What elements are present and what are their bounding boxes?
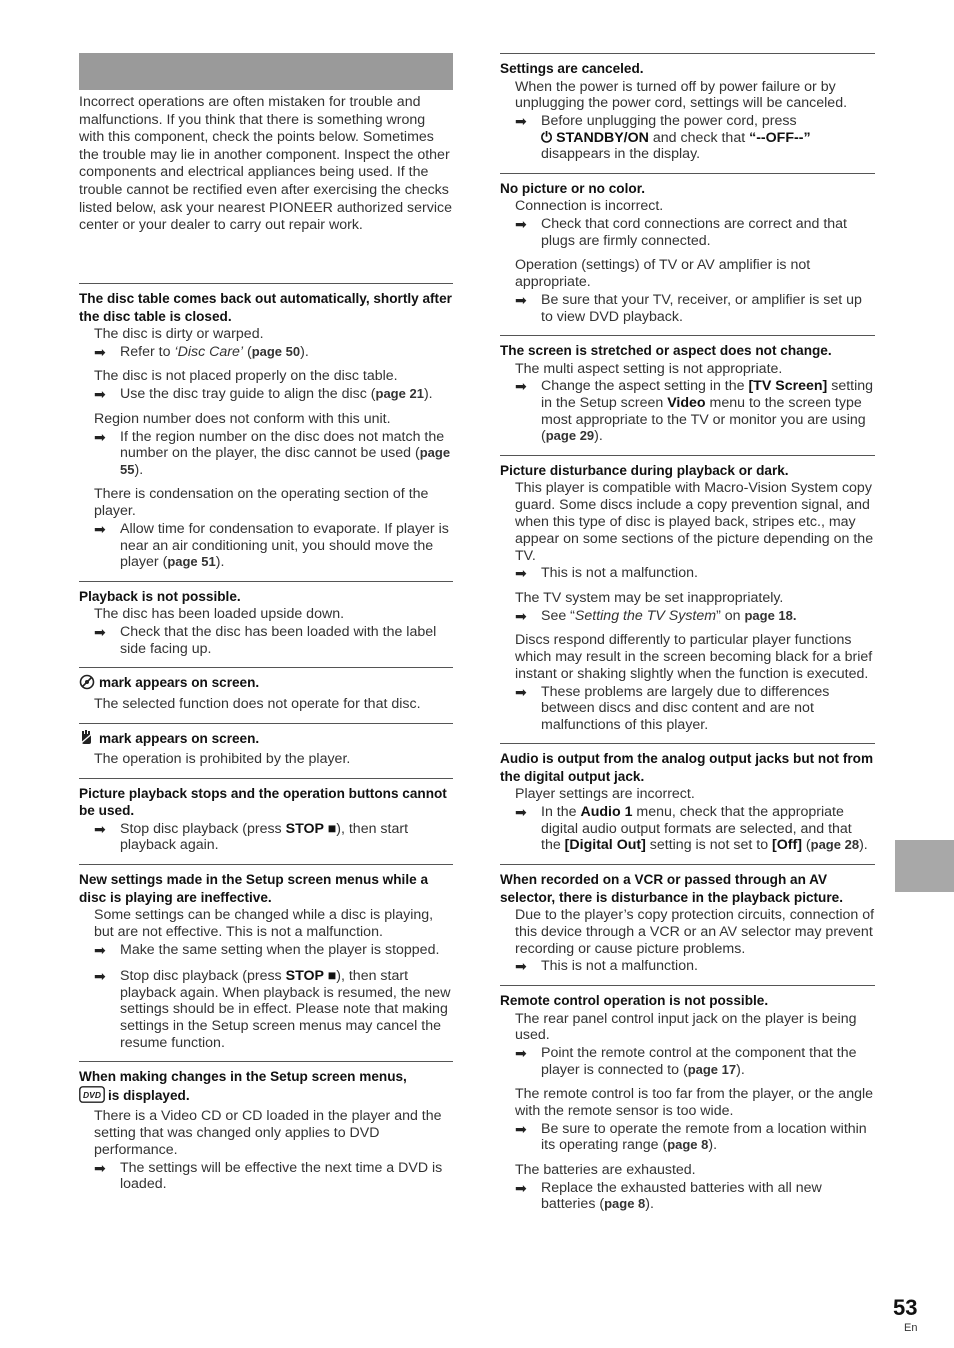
trouble-remote-control [500,985,875,1213]
arrow-icon: ➡ [515,1045,527,1062]
chapter-tab-marker [895,840,954,892]
cause-text: Discs respond differently to particular player functions which may result in the screen becoming black for a brief instant or shaking slightly when the function is executed. [515,632,873,682]
left-column [79,283,453,1203]
section-heading: New settings made in the Setup screen menus while a disc is playing are ineffective. [79,872,429,905]
cause-text: The disc has been loaded upside down. [94,606,345,623]
language-label: En [904,1322,918,1334]
trouble-playback [79,581,453,657]
section-heading: Playback is not possible. [79,588,241,604]
remedy-item: ➡ In the Audio 1 menu, check that the appropriate digital audio output formats are selected, and that the [Digital Out] setting is not set to [Off] (page 28). [515,804,868,854]
remedy-item: ➡ These problems are largely due to differences between discs and disc content and are not malfunctions of this player. [515,683,830,733]
arrow-icon: ➡ [94,1159,106,1176]
arrow-icon: ➡ [94,343,106,360]
trouble-vcr-disturbance [500,864,875,975]
arrow-icon: ➡ [515,607,527,624]
remedy-item: ➡ If the region number on the disc does not match the number on the player, the disc cannot be used (page 55). [94,428,451,478]
remedy-item: ➡ Check that cord connections are correct and that plugs are firmly connected. [515,216,847,249]
remedy-item: ➡ Be sure to operate the remote from a location within its operating range (page 8). [515,1120,867,1154]
trouble-new-settings [79,864,453,1051]
intro-text: Incorrect operations are often mistaken for trouble and malfunctions. If you think that there is something wrong with this component, check the points below. Sometimes the trouble may lie in another component. Inspect the other components and electrical appliances being used. If the trouble cannot be rectified even after exercising the checks listed below, ask your nearest PIONEER authorized service center or your dealer to carry out repair work. [79,94,452,234]
arrow-icon: ➡ [515,1120,527,1137]
arrow-icon: ➡ [94,520,106,537]
hand-prohibited-icon [79,730,96,751]
cause-text: Operation (settings) of TV or AV amplifier is not appropriate. [515,257,811,291]
trouble-disc-mark [79,667,453,712]
remedy-item: ➡ Allow time for condensation to evaporate. If player is near an air conditioning unit, you should move the player (page 51). [94,520,449,571]
cause-text: Due to the player’s copy protection circuits, connection of this device through a VCR or an AV selector may prevent recording or cause picture problems. [515,907,875,957]
trouble-dvd-mark [79,1061,453,1193]
cause-text: The operation is prohibited by the player. [94,751,351,768]
remedy-item: ➡ Point the remote control at the component that the player is connected to (page 17). [515,1045,857,1078]
section-heading: Remote control operation is not possible. [500,993,769,1009]
remedy-item: ➡ Check that the disc has been loaded with the label side facing up. [94,624,437,657]
remedy-item: ➡ This is not a malfunction. [515,565,698,582]
cause-text: Player settings are incorrect. [515,786,695,803]
arrow-icon: ➡ [515,683,527,700]
cause-text: The disc is dirty or warped. [94,326,264,342]
cause-text: This player is compatible with Macro-Vision System copy guard. Some discs include a copy prevention signal, and when this type of disc is played back, stripes etc., may appear on some sections of the picture depending on the TV. [515,480,874,564]
remedy-item: ➡ Before unplugging the power cord, press ⏻ STANDBY/ON and check that “--OFF--” disappears in the display. [515,113,811,163]
arrow-icon: ➡ [515,291,527,308]
remedy-item: ➡ Stop disc playback (press STOP ■), then start playback again. [94,820,409,854]
arrow-icon: ➡ [515,565,527,582]
disc-prohibited-icon [79,674,96,695]
section-heading: No picture or no color. [500,180,646,196]
section-heading: mark appears on screen. [79,730,453,751]
arrow-icon: ➡ [515,378,527,395]
remedy-item: ➡ See “Setting the TV System” on page 18. [515,607,797,624]
cause-text: There is a Video CD or CD loaded in the player and the setting that was changed only applies to DVD performance. [94,1108,442,1158]
dvd-logo-icon [79,1086,105,1108]
remedy-item: ➡ Stop disc playback (press STOP ■), then start playback again. When playback is resumed, the new settings should be in effect. Please note that making settings in the Setup screen menus may cancel the resume function. [94,968,451,1051]
cause-text: There is condensation on the operating section of the player. [94,486,429,520]
arrow-icon: ➡ [515,958,527,975]
remedy-item: ➡ Change the aspect setting in the [TV Screen] setting in the Setup screen Video menu to the screen type most appropriate to the TV or monitor you are using (page 29). [515,378,874,445]
arrow-icon: ➡ [94,941,106,958]
section-heading: Audio is output from the analog output jacks but not from the digital output jack. [500,751,874,784]
cause-text: The batteries are exhausted. [515,1162,696,1179]
arrow-icon: ➡ [515,804,527,821]
section-heading: mark appears on screen. [79,674,453,695]
trouble-aspect [500,335,875,445]
trouble-picture-disturbance [500,455,875,734]
section-heading: Picture playback stops and the operation buttons cannot be used. [79,785,447,819]
section-heading: Picture disturbance during playback or dark. [500,462,789,478]
cause-text: When the power is turned off by power failure or by unplugging the power cord, settings will be canceled. [515,78,848,112]
arrow-icon: ➡ [515,1179,527,1196]
remedy-item: ➡ Use the disc tray guide to align the disc (page 21). [94,386,433,403]
arrow-icon: ➡ [515,113,527,130]
section-heading: Settings are canceled. [500,61,644,76]
page-number: 53 [893,1295,918,1320]
cause-text: The rear panel control input jack on the player is being used. [515,1010,857,1044]
trouble-digital-audio [500,743,875,854]
section-heading: When recorded on a VCR or passed through an AV selector, there is disturbance in the playback picture. [500,872,843,905]
remedy-item: ➡ The settings will be effective the next time a DVD is loaded. [94,1159,443,1193]
svg-text:DVD: DVD [83,1089,101,1100]
trouble-disc-table [79,283,453,571]
section-heading: The screen is stretched or aspect does not change. [500,343,832,359]
right-column [500,53,875,1223]
cause-text: The selected function does not operate for that disc. [94,695,421,712]
trouble-no-picture [500,173,875,325]
section-heading: The disc table comes back out automatically, shortly after the disc table is closed. [79,291,452,324]
arrow-icon: ➡ [94,386,106,403]
remedy-item: ➡ Replace the exhausted batteries with all new batteries (page 8). [515,1179,822,1213]
remedy-item: ➡ Refer to ‘Disc Care’ (page 50). [94,343,309,360]
cause-text: The TV system may be set inappropriately. [515,589,784,606]
trouble-hand-mark [79,723,453,768]
trouble-settings-canceled [500,53,875,163]
remedy-item: ➡ Make the same setting when the player is stopped. [94,941,440,958]
cause-text: Some settings can be changed while a disc is playing, but are not effective. This is not a malfunction. [94,907,434,940]
remedy-item: ➡ This is not a malfunction. [515,958,698,975]
remedy-item: ➡ Be sure that your TV, receiver, or amplifier is set up to view DVD playback. [515,291,862,325]
arrow-icon: ➡ [94,820,106,837]
section-title-bar [79,53,453,90]
cause-text: Region number does not conform with this unit. [94,410,391,427]
cause-text: The multi aspect setting is not appropriate. [515,360,783,377]
arrow-icon: ➡ [94,428,106,445]
cause-text: Connection is incorrect. [515,198,664,215]
cause-text: The remote control is too far from the player, or the angle with the remote sensor is too wide. [515,1086,874,1120]
arrow-icon: ➡ [515,216,527,233]
arrow-icon: ➡ [94,968,106,985]
arrow-icon: ➡ [94,624,106,641]
section-heading: When making changes in the Setup screen menus, DVD is displayed. [79,1068,453,1107]
cause-text: The disc is not placed properly on the disc table. [94,368,398,385]
trouble-playback-stops [79,778,453,854]
